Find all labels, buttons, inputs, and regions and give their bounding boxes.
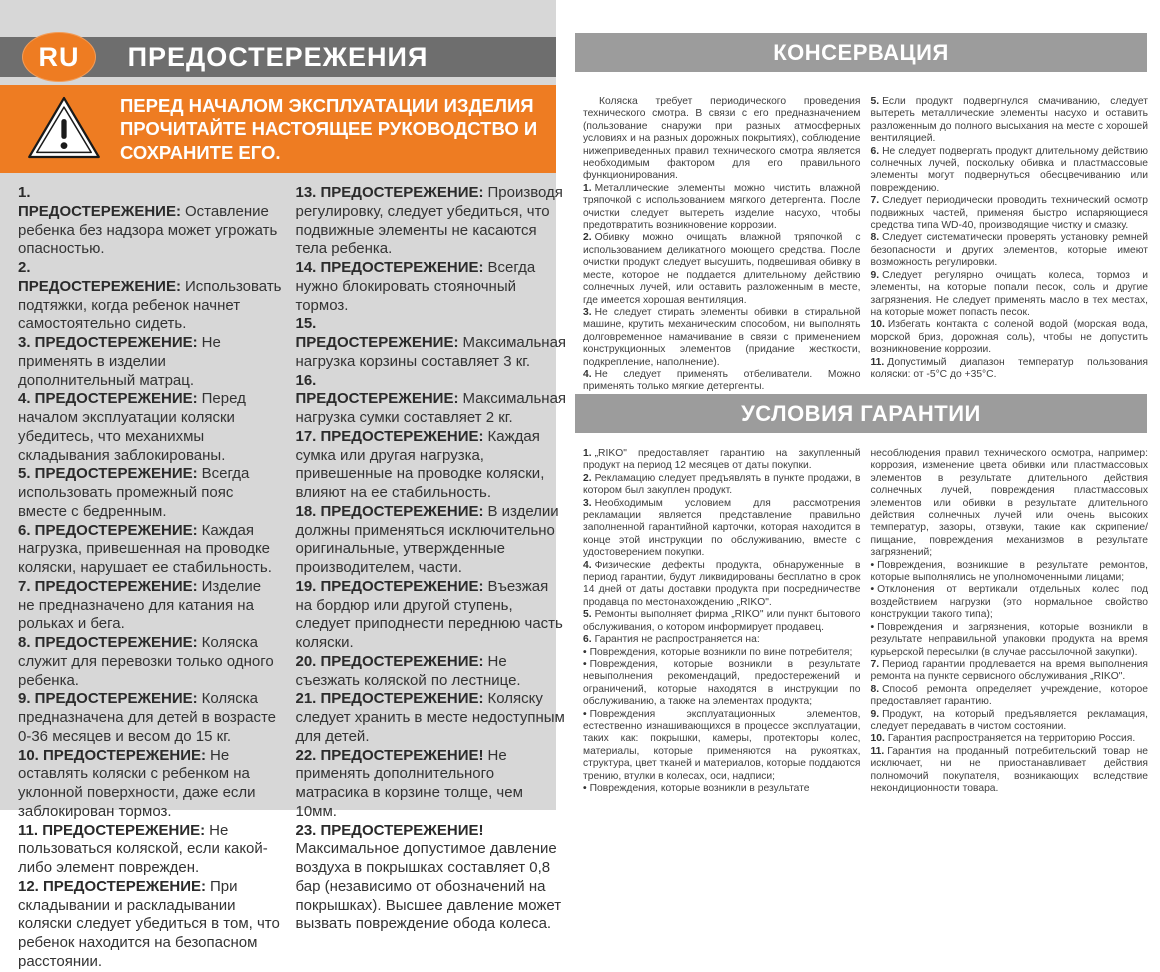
warning-item [18,259,282,334]
warning-item [296,184,567,259]
left-page-warnings [0,0,567,970]
warning-item-label: 16. ПРЕДОСТЕРЕЖЕНИЕ: [295,371,459,408]
warranty-item [871,684,1149,709]
item-text: Продукт, на который предъявляется рекламация, следует передавать в чистом состоянии. [870,708,1148,732]
item-number: 2. [583,472,592,484]
warning-item-label: 2. ПРЕДОСТЕРЕЖЕНИЕ: [18,259,181,295]
warning-item-text: Коляску следует хранить в месте недоступным для детей. [295,690,565,745]
warning-item [296,315,567,371]
warnings-column-2 [295,184,567,933]
warning-item [18,690,282,746]
item-number: 1. [583,182,592,194]
warranty-columns [583,448,1148,795]
item-text: несоблюдения правил технического осмотра, например: коррозия, изменение цвета обивки или пластмассовых элементов в результате длительного действия солнечных лучей, повреждения пластмассовых элементов или обивки в результате длительного действия солнечных лучей или очень высоких температур, зазоры, отзвуки, такие как скрипение/ пищание, повреждения механизмов в результате загрязнений; [870,448,1148,559]
warning-item-text: Использовать подтяжки, когда ребенок начнет самостоятельно сидеть. [18,277,282,333]
conservation-item [583,232,861,306]
item-number: 11. [870,745,885,757]
item-number: 6. [870,145,880,157]
item-text: Не следует применять отбеливатели. Можно применять только мягкие детергенты. [583,368,861,393]
conservation-header-bar [575,33,1147,72]
conservation-column-1 [583,96,861,394]
item-text: Гарантия на проданный потребительский товар не исключает, ни не приостанавливает действия полномочий покупателя, возникающих вследствие некондиционности товара. [870,745,1148,794]
warning-item [18,522,282,578]
conservation-item [871,195,1149,232]
item-text: Период гарантии продлевается на время выполнения ремонта на пункте сервисного обслуживания „RIKO". [870,658,1148,683]
conservation-item [583,369,861,394]
page-title: ПРЕДОСТЕРЕЖЕНИЯ [127,42,429,72]
warning-item [18,747,282,822]
item-number: 4. [583,559,592,571]
item-text: Обивку можно очищать влажной тряпочкой с использованием деликатного моющего средства. После очистки продукт следует высушить, подвешивая обивку в месте, которое не поддается длительному действию солнечных лучей, или оставить разложенным в месте, где имеется хорошая вентиляция. [583,232,861,306]
warranty-header-bar [575,394,1147,433]
warranty-item [871,622,1149,659]
warning-item-label: 3. ПРЕДОСТЕРЕЖЕНИЕ: [18,334,198,351]
warning-item-label: 22. ПРЕДОСТЕРЕЖЕНИЕ! [295,746,484,764]
item-text: Физические дефекты продукта, обнаруженные в период гарантии, будут ликвидированы бесплатно в срок 14 дней от даты доставки продукта при посредничестве продавца по местонахождению „RIKO". [583,559,861,608]
warning-item-text: Не применять дополнительного матрасика в корзине толще, чем 10мм. [295,746,523,820]
item-number: • [870,584,875,596]
item-text: Способ ремонта определяет учреждение, которое предоставляет гарантию. [870,683,1148,708]
warnings-header-bar [0,37,556,77]
warning-banner [0,85,556,173]
warnings-column-1 [18,184,282,970]
item-number: 2. [583,232,592,244]
warranty-title: УСЛОВИЯ ГАРАНТИИ [741,400,981,426]
warning-item-text: Максимальная нагрузка сумки составляет 2 кг. [295,390,567,426]
warning-item-label: 18. ПРЕДОСТЕРЕЖЕНИЕ: [295,502,484,520]
warranty-item [871,709,1149,734]
warranty-item [583,498,861,560]
warning-item-text: В изделии должны применяться исключительно оригинальные, утвержденные производителем, части. [295,502,559,576]
warning-item-text: Не применять в изделии дополнительный матрац. [18,334,221,389]
item-text: Повреждения, возникшие в результате ремонтов, которые выполнялись не уполномоченными лицами; [870,559,1148,584]
warning-item-label: 11. ПРЕДОСТЕРЕЖЕНИЕ: [18,821,206,839]
item-number: 7. [870,658,880,670]
warning-item [296,372,567,428]
item-number: 7. [870,195,880,207]
item-number: • [583,782,587,794]
warning-item-label: 5. ПРЕДОСТЕРЕЖЕНИЕ: [18,465,198,483]
warranty-item [871,584,1149,621]
item-text: Избегать контакта с соленой водой (морская вода, морской бриз, дорожная соль), чтобы не допустить возникновение коррозии. [870,319,1148,356]
warranty-item [871,560,1149,585]
warning-item-text: При складывании и раскладывании коляски следует убедиться в том, что ребенок находится на безопасном расстоянии. [18,877,280,970]
warning-item [296,690,567,746]
item-text: Металлические элементы можно чистить влажной тряпочкой с использованием мягкого детергента. После очистки следует вытереть изделие насухо, чтобы предотвратить возникновение коррозии. [583,182,861,232]
item-text: Не следует подвергать продукт длительному действию солнечных лучей, поскольку обивка и пластмассовые элементы могут подвернуться обесцвечиванию или повреждению. [870,145,1148,194]
warning-item [18,878,282,972]
banner-text: ПЕРЕД НАЧАЛОМ ЭКСПЛУАТАЦИИ ИЗДЕЛИЯ ПРОЧИТАЙТЕ НАСТОЯЩЕЕ РУКОВОДСТВО И СОХРАНИТЕ ЕГО. [120,94,538,163]
item-text: Следует регулярно очищать колеса, тормоз и элементы, на которые попали песок, соль и другие загрязнения. Не следует применять масло в тех местах, на которые может попасть песок. [870,269,1148,318]
warning-item-text: Максимальная нагрузка корзины составляет 3 кг. [295,334,567,370]
warning-item-text: Коляска служит для перевозки только одного ребенка. [18,634,274,689]
warning-item-text: Коляска предназначена для детей в возрасте 0-36 месяцев и весом до 15 кг. [18,690,277,745]
conservation-item [871,270,1149,320]
item-number: 3. [583,497,592,509]
item-text: Повреждения, которые возникли в результате невыполнения рекомендаций, предостережений и ограничений, которые находятся в инструкции по обслуживанию, а также на элементах продукта; [583,658,861,708]
warranty-item [583,634,861,646]
warning-item-label: 6. ПРЕДОСТЕРЕЖЕНИЕ: [18,521,198,539]
warning-item-text: Не оставлять коляски с ребенком на уклонной поверхности, даже если заблокирован тормоз. [18,746,256,820]
item-text: Рекламацию следует предъявлять в пункте продажи, в котором был закуплен продукт. [583,472,861,497]
item-number: 8. [870,232,880,244]
warning-item-text: Максимальное допустимое давление воздуха в покрышках составляет 0,8 бар (независимо от обозначений на покрышках). Высшее давление может вызвать повреждение обода колеса. [295,840,562,933]
warning-item-text: Каждая сумка или другая нагрузка, привешенные на проводке коляски, влияют на ее стабильность. [295,427,545,501]
item-text: Если продукт подвергнулся смачиванию, следует вытереть металлические элементы насухо и оставить разложенным до полного высыхания на месте с хорошей вентиляцией. [870,96,1148,145]
warranty-item [583,609,861,634]
warning-item-text: Всегда использовать промежный пояс вместе с бедренным. [18,465,250,520]
warning-item-label: 13. ПРЕДОСТЕРЕЖЕНИЕ: [295,184,484,201]
warning-item-label: 9. ПРЕДОСТЕРЕЖЕНИЕ: [18,690,198,708]
warning-item-label: 14. ПРЕДОСТЕРЕЖЕНИЕ: [295,259,484,276]
right-page-care-warranty [575,0,1148,810]
conservation-column-2 [871,96,1149,394]
conservation-item [871,146,1149,196]
item-text: Повреждения, которые возникли в результате [589,782,810,794]
item-text: Следует периодически проводить технический осмотр подвижных частей, применяя быстро испаряющиеся средства типа WD-40, производящие чистку и смазку. [870,195,1148,232]
item-number: 5. [583,609,592,621]
warranty-item [583,659,861,709]
item-text: Следует систематически проверять установку ремней безопасности и других элементов, которые имеют возможность регулировки. [870,232,1148,269]
item-number: • [583,646,587,658]
warning-item [296,259,567,315]
item-number: 10. [870,319,885,331]
item-number: 9. [870,708,880,720]
language-badge: RU [22,32,96,82]
warning-item-text: Производя регулировку, следует убедиться, что подвижные элементы не касаются тела ребенка. [295,184,563,258]
warning-item-text: Всегда нужно блокировать стояночный тормоз. [295,259,536,314]
warning-triangle-icon [26,95,102,163]
item-number: • [583,658,587,670]
warning-item-label: 12. ПРЕДОСТЕРЕЖЕНИЕ: [18,877,206,895]
warranty-column-2 [871,448,1149,795]
item-text: „RIKO" предоставляет гарантию на закупленный продукт на период 12 месяцев от даты покупки. [583,448,861,472]
conservation-item [871,232,1149,269]
warning-item-text: Каждая нагрузка, привешенная на проводке коляски, нарушает ее стабильность. [18,521,272,576]
warning-item-label: 19. ПРЕДОСТЕРЕЖЕНИЕ: [295,577,484,595]
warranty-item [583,473,861,498]
warning-item-label: 8. ПРЕДОСТЕРЕЖЕНИЕ: [18,634,198,651]
warning-item [296,822,567,935]
conservation-item [871,96,1149,146]
warnings-text-area [18,184,567,970]
warning-item-text: Не съезжать коляской по лестнице. [295,652,521,689]
item-number: 11. [870,356,885,368]
warning-item [296,503,567,578]
conservation-columns [583,96,1148,394]
warranty-item [871,733,1149,745]
warning-item [18,334,282,390]
warning-item-label: 15. ПРЕДОСТЕРЕЖЕНИЕ: [295,315,459,351]
warranty-item [871,746,1149,796]
item-number: 8. [870,683,880,695]
item-text: Отклонения от вертикали отдельных колес под воздействием нагрузки (это нормальное свойство конструкции такого типа); [870,584,1148,621]
warning-item-label: 23. ПРЕДОСТЕРЕЖЕНИЕ! [295,821,484,839]
item-text: Ремонты выполняет фирма „RIKO" или пункт бытового обслуживания, о котором информирует продавец. [583,609,861,633]
item-number: • [870,559,875,571]
warning-item-text: Изделие не предназначено для катания на рольках и бега. [18,577,262,633]
item-number: 6. [583,634,592,646]
item-number: 5. [870,96,880,107]
conservation-item [871,357,1149,382]
warning-item-label: 10. ПРЕДОСТЕРЕЖЕНИЕ: [18,746,206,764]
warning-item [18,390,282,465]
warning-item [18,634,282,690]
warning-item-text: Перед началом эксплуатации коляски убедитесь, что механихмы складывания заблокированы. [18,390,246,464]
item-text: Гарантия не распространяется на: [594,634,760,646]
conservation-item [583,183,861,233]
item-number: 10. [870,733,885,745]
item-text: Допустимый диапазон температур пользования коляски: от -5°C до +35°C. [870,356,1148,380]
item-text: Не следует стирать элементы обивки в стиральной машине, крутить механическим способом, ни выполнять долговременное намачивание в связи с применением конструкционных элементов (придание жесткости, подкрепление, наполнение). [583,306,861,368]
warning-item [18,465,282,521]
item-number: 3. [583,306,592,318]
item-text: Повреждения и загрязнения, которые возникли в результате неправильной упаковки продукта на время курьерской пересылки (в случае рассылочной закупки). [870,621,1148,658]
warranty-item [583,448,861,473]
conservation-title: КОНСЕРВАЦИЯ [773,39,949,65]
warning-item-label: 7. ПРЕДОСТЕРЕЖЕНИЕ: [18,577,198,595]
warning-item-text: Въезжая на бордюр или другой ступень, следует приподнести переднюю часть коляски. [295,577,563,651]
warranty-item [583,647,861,659]
conservation-intro: Коляска требует периодического проведения технического смотра. В связи с его предназначением (пользование снаружи при разных атмосферных условиях и на разных дорожных покрытиях), соблюдение нижеприведенных правил технического смотра является необходимым фактором для его правильного функционирования. [583,96,861,182]
item-number: 1. [583,448,592,459]
warranty-item [583,783,861,795]
item-text: Гарантия распространяется на территорию Россия. [887,733,1136,745]
item-text: Необходимым условием для рассмотрения рекламации является представление правильно заполненной гарантийной карточки, которая находится в конце этой инструкции по обслуживанию, вместе с удостоверением покупки. [583,497,861,559]
item-text: Повреждения эксплуатационных элементов, естественно изнашивающихся в процессе эксплуатации, таких как: покрышки, камеры, протекторы колес, материалы, которые применяются на рукоятках, структура, цвет тканей и материалов, которые поддаются трению, втулки в колесах, оси, надписи; [583,708,861,782]
warranty-item [583,709,861,783]
item-number: 9. [870,269,880,281]
warning-item [18,578,282,634]
warning-item [296,428,567,503]
warning-item [18,184,282,259]
warning-item [296,747,567,822]
warning-item-label: 17. ПРЕДОСТЕРЕЖЕНИЕ: [295,427,484,445]
item-number: 4. [583,368,592,380]
warning-item-label: 4. ПРЕДОСТЕРЕЖЕНИЕ: [18,390,198,408]
warning-item-text: Не пользоваться коляской, если какой-либо элемент поврежден. [18,821,268,876]
warning-item-label: 21. ПРЕДОСТЕРЕЖЕНИЕ: [295,690,484,708]
conservation-item [871,319,1149,356]
warranty-item [871,448,1149,560]
warning-item [296,578,567,653]
warning-item-label: 20. ПРЕДОСТЕРЕЖЕНИЕ: [295,652,484,670]
item-number: • [870,621,875,633]
warning-item-label: 1. ПРЕДОСТЕРЕЖЕНИЕ: [18,184,181,220]
warning-item-text: Оставление ребенка без надзора может угрожать опасностью. [18,202,278,258]
warranty-item [871,659,1149,684]
conservation-item [583,307,861,369]
item-text: Повреждения, которые возникли по вине потребителя; [589,646,853,658]
item-number: • [583,708,587,720]
warning-item [296,653,567,691]
warranty-column-1 [583,448,861,795]
warning-item [18,822,282,878]
warranty-item [583,560,861,610]
